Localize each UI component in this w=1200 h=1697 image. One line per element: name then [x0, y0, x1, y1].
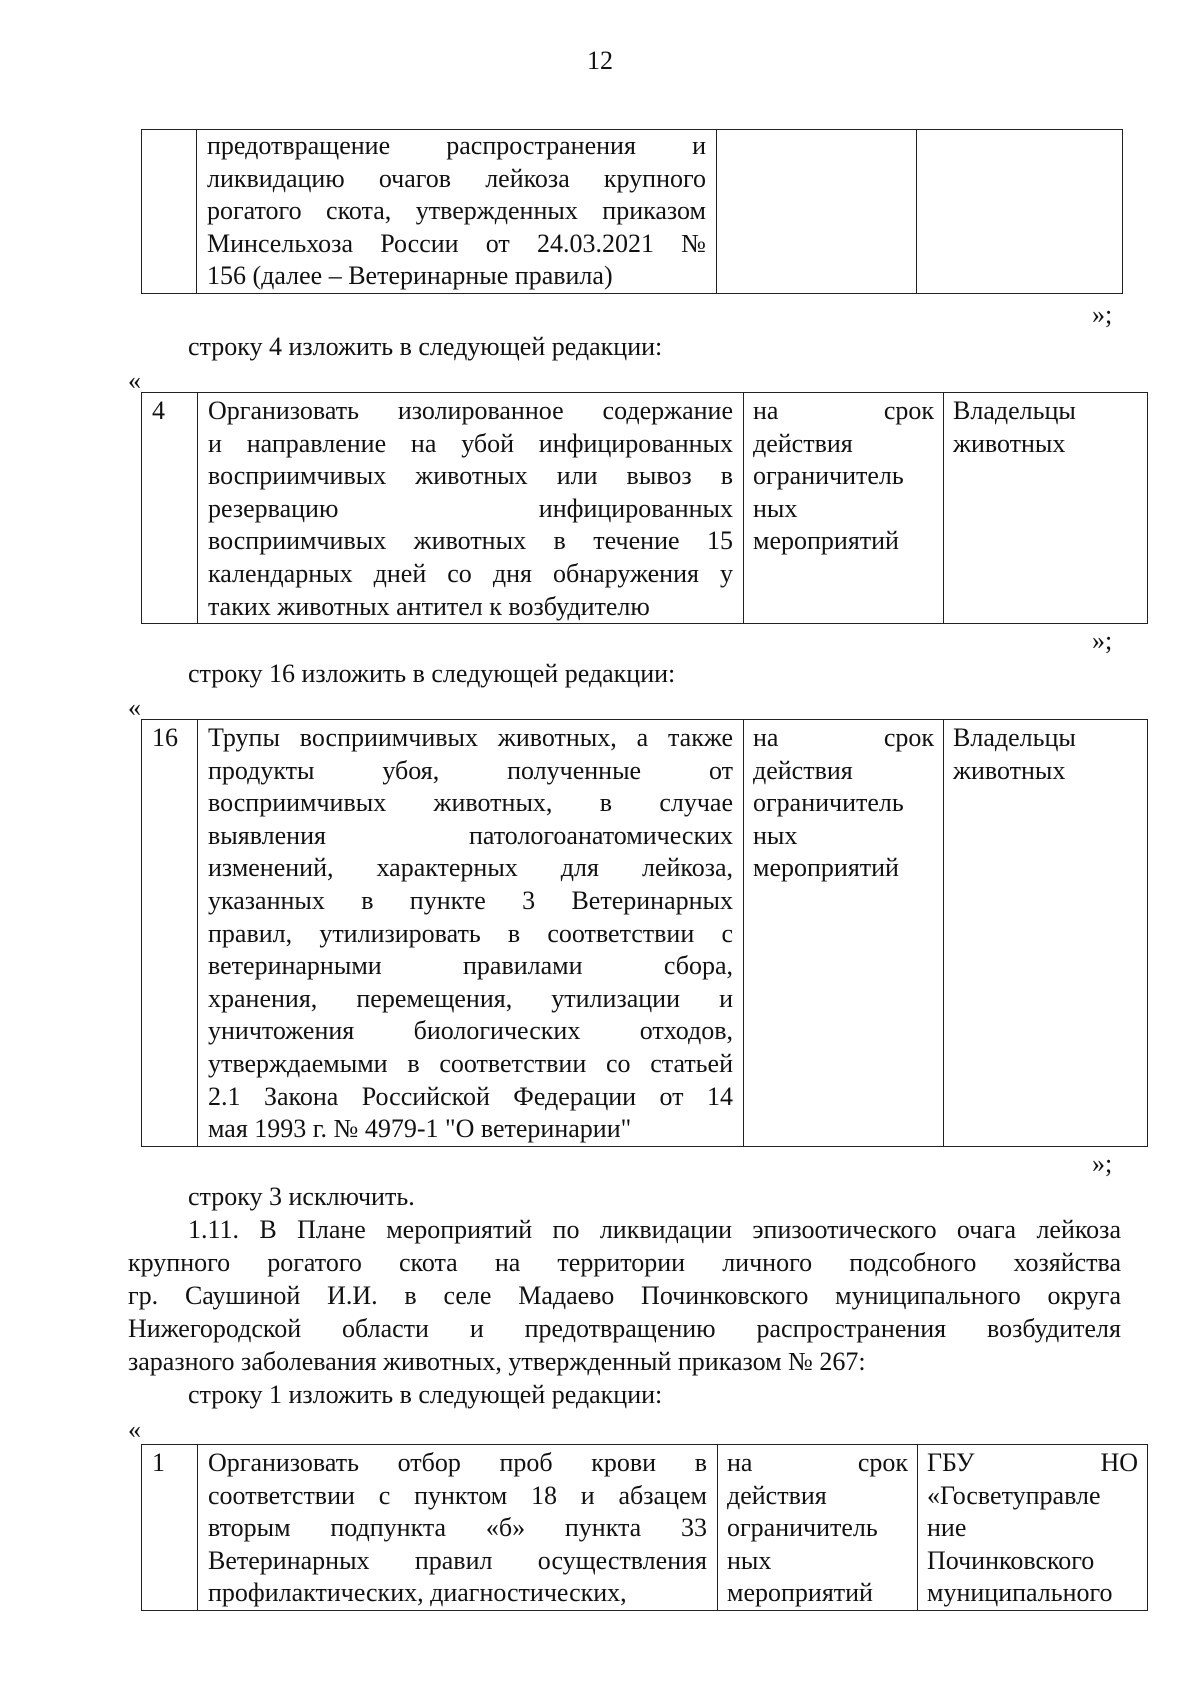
term-cell	[744, 393, 944, 624]
table-continuation	[141, 129, 1123, 294]
action-cell	[198, 1445, 718, 1611]
cell-text-line: Организовать изолированное содержание	[208, 396, 733, 425]
responsible-cell	[944, 720, 1148, 1147]
cell-text-line: Трупы восприимчивых животных, а также	[208, 723, 733, 752]
instruction-row1: строку 1 изложить в следующей редакции:	[188, 1380, 663, 1409]
cell-text-line: муниципального	[927, 1578, 1113, 1608]
paragraph-1-11-line: гр. Саушиной И.И. в селе Мадаево Починковского муниципального округа	[128, 1281, 1121, 1310]
cell-text-line: ограничитель	[727, 1513, 878, 1543]
cell-text-line: продукты убоя, полученные от	[208, 755, 733, 785]
action-cell	[198, 720, 744, 1147]
cell-text-line: восприимчивых животных, в случае	[208, 788, 733, 818]
opening-quote: «	[128, 1415, 141, 1444]
closing-quote: »;	[1092, 1149, 1113, 1178]
paragraph-1-11-line: Нижегородской области и предотвращению распространения возбудителя	[128, 1314, 1121, 1343]
action-cell	[198, 393, 744, 624]
cell-text-line: мероприятий	[753, 853, 899, 883]
cell-text-line: хранения, перемещения, утилизации и	[208, 983, 733, 1013]
cell-text-line: ветеринарными правилами сбора,	[208, 951, 733, 981]
cell-text-line: рогатого скота, утвержденных приказом	[207, 196, 706, 226]
responsible-cell	[944, 393, 1148, 624]
term-cell	[717, 130, 917, 294]
cell-text-line: и направление на убой инфицированных	[208, 428, 733, 458]
cell-text-line: ограничитель	[753, 461, 904, 491]
table-row	[142, 393, 1148, 624]
cell-text-line: действия	[727, 1480, 827, 1510]
paragraph-1-11-line: крупного рогатого скота на территории личного подсобного хозяйства	[128, 1248, 1121, 1277]
closing-quote: »;	[1092, 626, 1113, 655]
cell-text-line: резервацию инфицированных	[208, 493, 733, 523]
cell-text-line: Ветеринарных правил осуществления	[208, 1545, 707, 1575]
cell-text-line: животных	[953, 755, 1066, 785]
cell-text-line: на срок	[753, 723, 934, 752]
closing-quote: »;	[1092, 300, 1113, 329]
instruction-row16: строку 16 изложить в следующей редакции:	[188, 659, 676, 688]
cell-text-line: мероприятий	[753, 526, 899, 556]
cell-text-line: ных	[753, 493, 798, 523]
cell-text-line: восприимчивых животных в течение 15	[208, 526, 733, 556]
table-row	[142, 720, 1148, 1147]
table-row	[142, 130, 1123, 294]
row-number-cell: 4	[142, 393, 198, 624]
row-number-cell: 1	[142, 1445, 198, 1611]
cell-text-line: уничтожения биологических отходов,	[208, 1016, 733, 1046]
cell-text-line: 156 (далее – Ветеринарные правила)	[207, 261, 613, 291]
cell-text-line: мероприятий	[727, 1578, 873, 1608]
table-row	[142, 1445, 1148, 1611]
paragraph-1-11-line: 1.11. В Плане мероприятий по ликвидации эпизоотического очага лейкоза	[188, 1215, 1121, 1244]
action-cell	[197, 130, 717, 294]
cell-text-line: на срок	[727, 1448, 908, 1477]
cell-text-line: 2.1 Закона Российской Федерации от 14	[208, 1081, 733, 1111]
cell-text-line: календарных дней со дня обнаружения у	[208, 558, 733, 588]
cell-text-line: восприимчивых животных или вывоз в	[208, 461, 733, 491]
cell-text-line: действия	[753, 428, 853, 458]
opening-quote: «	[128, 366, 141, 395]
row-number-cell: 16	[142, 720, 198, 1147]
cell-text-line: правил, утилизировать в соответствии с	[208, 918, 733, 948]
cell-text-line: Организовать отбор проб крови в	[208, 1448, 707, 1477]
cell-text-line: ГБУ НО	[927, 1448, 1138, 1477]
cell-text-line: утверждаемыми в соответствии со статьей	[208, 1048, 733, 1078]
cell-text-line: «Госветуправле	[927, 1480, 1101, 1510]
cell-text-line: таких животных антител к возбудителю	[208, 591, 650, 621]
cell-text-line: Починковского	[927, 1545, 1095, 1575]
responsible-cell	[918, 1445, 1148, 1611]
table-row4	[141, 392, 1148, 624]
cell-text-line: Владельцы	[953, 396, 1076, 425]
term-cell	[744, 720, 944, 1147]
cell-text-line: предотвращение распространения и	[207, 131, 706, 160]
table-row1	[141, 1444, 1148, 1611]
cell-text-line: указанных в пункте 3 Ветеринарных	[208, 885, 733, 915]
cell-text-line: ние	[927, 1513, 967, 1543]
cell-text-line: изменений, характерных для лейкоза,	[208, 853, 733, 883]
cell-text-line: выявления патологоанатомических	[208, 820, 733, 850]
cell-text-line: ных	[727, 1545, 772, 1575]
cell-text-line: на срок	[753, 396, 934, 425]
table-row16	[141, 719, 1148, 1147]
cell-text-line: Минсельхоза России от 24.03.2021 №	[207, 228, 706, 258]
instruction-row4: строку 4 изложить в следующей редакции:	[188, 332, 663, 361]
cell-text-line: ограничитель	[753, 788, 904, 818]
page-number: 12	[587, 46, 613, 75]
cell-text-line: животных	[953, 428, 1066, 458]
cell-text-line: соответствии с пунктом 18 и абзацем	[208, 1480, 707, 1510]
responsible-cell	[917, 130, 1123, 294]
cell-text-line: действия	[753, 755, 853, 785]
row-number-cell	[142, 130, 197, 294]
cell-text-line: мая 1993 г. № 4979-1 "О ветеринарии"	[208, 1114, 632, 1144]
cell-text-line: профилактических, диагностических,	[208, 1578, 627, 1608]
instruction-row3: строку 3 исключить.	[188, 1182, 415, 1211]
cell-text-line: Владельцы	[953, 723, 1076, 752]
paragraph-1-11-line: заразного заболевания животных, утвержденный приказом № 267:	[128, 1347, 866, 1376]
term-cell	[718, 1445, 918, 1611]
opening-quote: «	[128, 693, 141, 722]
cell-text-line: ных	[753, 820, 798, 850]
cell-text-line: вторым подпункта «б» пункта 33	[208, 1513, 707, 1543]
cell-text-line: ликвидацию очагов лейкоза крупного	[207, 163, 706, 193]
